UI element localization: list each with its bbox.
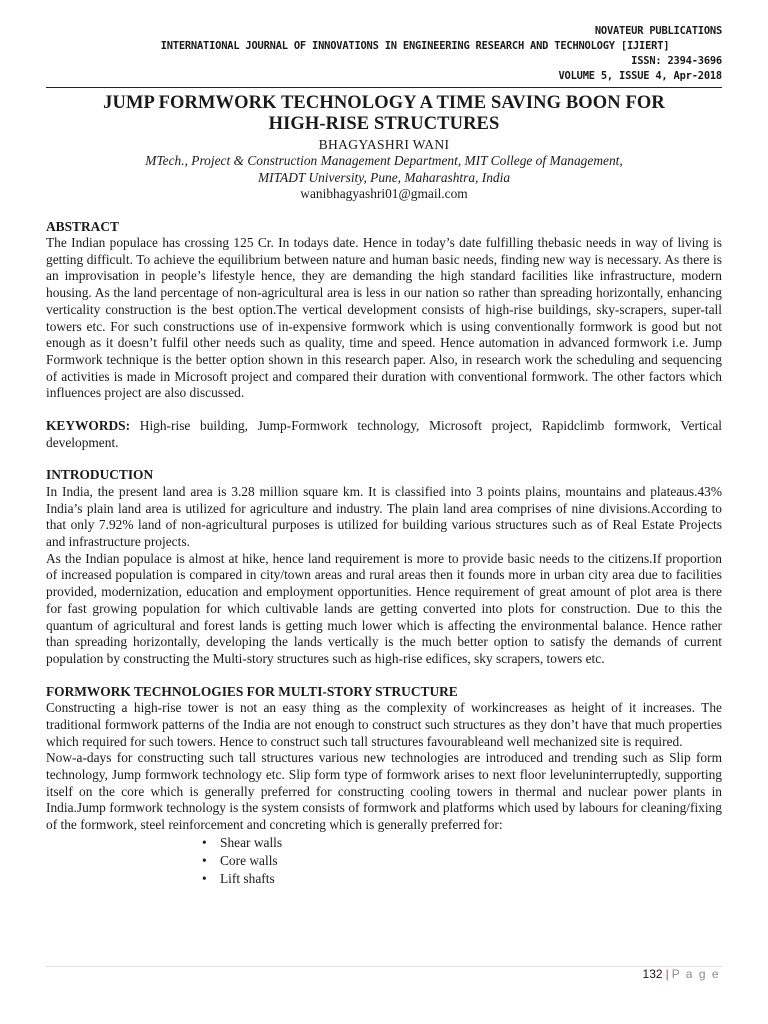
- list-item: • Shear walls: [202, 834, 283, 850]
- formwork-uses-list: [46, 834, 722, 888]
- keywords-label: KEYWORDS:: [46, 418, 131, 434]
- formwork-heading: FORMWORK TECHNOLOGIES FOR MULTI-STORY STRUCTURE: [46, 683, 458, 699]
- formwork-paragraph-1: Constructing a high-rise tower is not an easy thing as the complexity of workincreases as height of it increases. The traditional formwork patterns of the India are not enough to construct such structures as they don’t have that much properties which required for such towers. Hence to construct such tall structures favourableand well mechanized site is required.: [46, 700, 722, 749]
- list-item: • Core walls: [202, 852, 278, 868]
- title-line-2: HIGH-RISE STRUCTURES: [268, 114, 500, 134]
- affiliation-line-2: MITADT University, Pune, Maharashtra, India: [257, 169, 511, 185]
- keywords-text: High-rise building, Jump-Formwork technology, Microsoft project, Rapidclimb formwork, Vertical development.: [46, 418, 722, 450]
- author-email: wanibhagyashri01@gmail.com: [300, 186, 468, 201]
- introduction-paragraph-2: As the Indian populace is almost at hike, hence land requirement is more to provide basic needs to the citizens.If proportion of increased population is compared in city/town areas and rural areas then it founds more in urban city area due to facilities provided, modernization, education and employment opportunities. Hence requirement of great amount of plot area is there for fast growing population for which cultivable lands are getting converted into plots for construction. Due to this the quantum of agricultural and forest lands is getting much lower which is affecting the environmental balance. Hence rather than spreading horizontally, developing the lands vertically is the much better option to satisfy the demands of current population by constructing the Multi-story structures such as high-rise edifices, sky scrapers, towers etc.: [46, 550, 722, 666]
- journal-name: INTERNATIONAL JOURNAL OF INNOVATIONS IN ENGINEERING RESEARCH AND TECHNOLOGY [IJIERT]: [160, 40, 670, 52]
- bullet-icon: •: [202, 852, 207, 868]
- author-name: BHAGYASHRI WANI: [318, 137, 450, 152]
- paper-title: [46, 93, 722, 135]
- page-footer: [643, 967, 720, 981]
- abstract-text: The Indian populace has crossing 125 Cr. In todays date. Hence in today’s date fulfilling thebasic needs in way of living is getting difficult. To achieve the equilibrium between nature and human basic needs, finding new way is necessary. As there is an improvisation in people’s lifestyle hence, they are demanding the high standard facilities like infrastructure, modern housing. As the land percentage of non-agricultural area is less in our nation so rather than spreading horizontally, enhancing verticality construction is the best option.The vertical development consists of high-rise buildings, sky-scrapers, super-tall towers etc. For such constructions use of in-expensive formwork which is using conventionally formwork is good but not enough as it doesn’t fulfil other needs such as quality, time and speed. Hence automation in advanced formwork i.e. Jump Formwork technique is the better option shown in this research paper. Also, in research work the scheduling and sequencing of activities is made in Microsoft project and compared their duration with conventional formwork. The other factors which influences project are also discussed.: [46, 235, 722, 401]
- journal-header: [46, 24, 722, 84]
- affiliation-line-1: MTech., Project & Construction Management Department, MIT College of Management,: [145, 153, 623, 168]
- footer-rule: [46, 966, 722, 967]
- volume-issue: VOLUME 5, ISSUE 4, Apr-2018: [558, 70, 722, 82]
- title-line-1: JUMP FORMWORK TECHNOLOGY A TIME SAVING BOON FOR: [103, 93, 665, 113]
- keywords: [46, 418, 722, 451]
- introduction-paragraph-1: In India, the present land area is 3.28 million square km. It is classified into 3 points plains, mountains and plateaus.43% India’s plain land area is utilized for agriculture and industry. The plain land area comprises of nine divisions.According to that only 7.92% land of non-agricultural purposes is utilized for building various structures such as of Real Estate Projects and infrastructure projects.: [46, 483, 722, 550]
- bullet-icon: •: [202, 870, 207, 886]
- bullet-icon: •: [202, 834, 207, 850]
- page-number: 132: [642, 967, 663, 981]
- header-rule: [46, 87, 722, 88]
- introduction-heading: INTRODUCTION: [46, 467, 154, 483]
- publisher-name: NOVATEUR PUBLICATIONS: [594, 25, 722, 37]
- abstract-heading: ABSTRACT: [46, 218, 119, 234]
- formwork-paragraph-2: Now-a-days for constructing such tall structures various new technologies are introduced and trending such as Slip form technology, Jump formwork technology etc. Slip form type of formwork arises to next floor leveluninterruptedly, supporting itself on the core which is generally preferred for constructing cooling towers in thermal and nuclear power plants in India.Jump formwork technology is the system consists of formwork and platforms which used by labours for cleaning/fixing of the formwork, steel reinforcement and concreting which is generally preferred for:: [46, 750, 722, 833]
- list-item: • Lift shafts: [202, 870, 275, 886]
- page-label: P a g e: [671, 967, 720, 981]
- paper-page: [46, 24, 722, 888]
- issn: ISSN: 2394-3696: [631, 55, 722, 67]
- footer-separator: |: [665, 967, 669, 981]
